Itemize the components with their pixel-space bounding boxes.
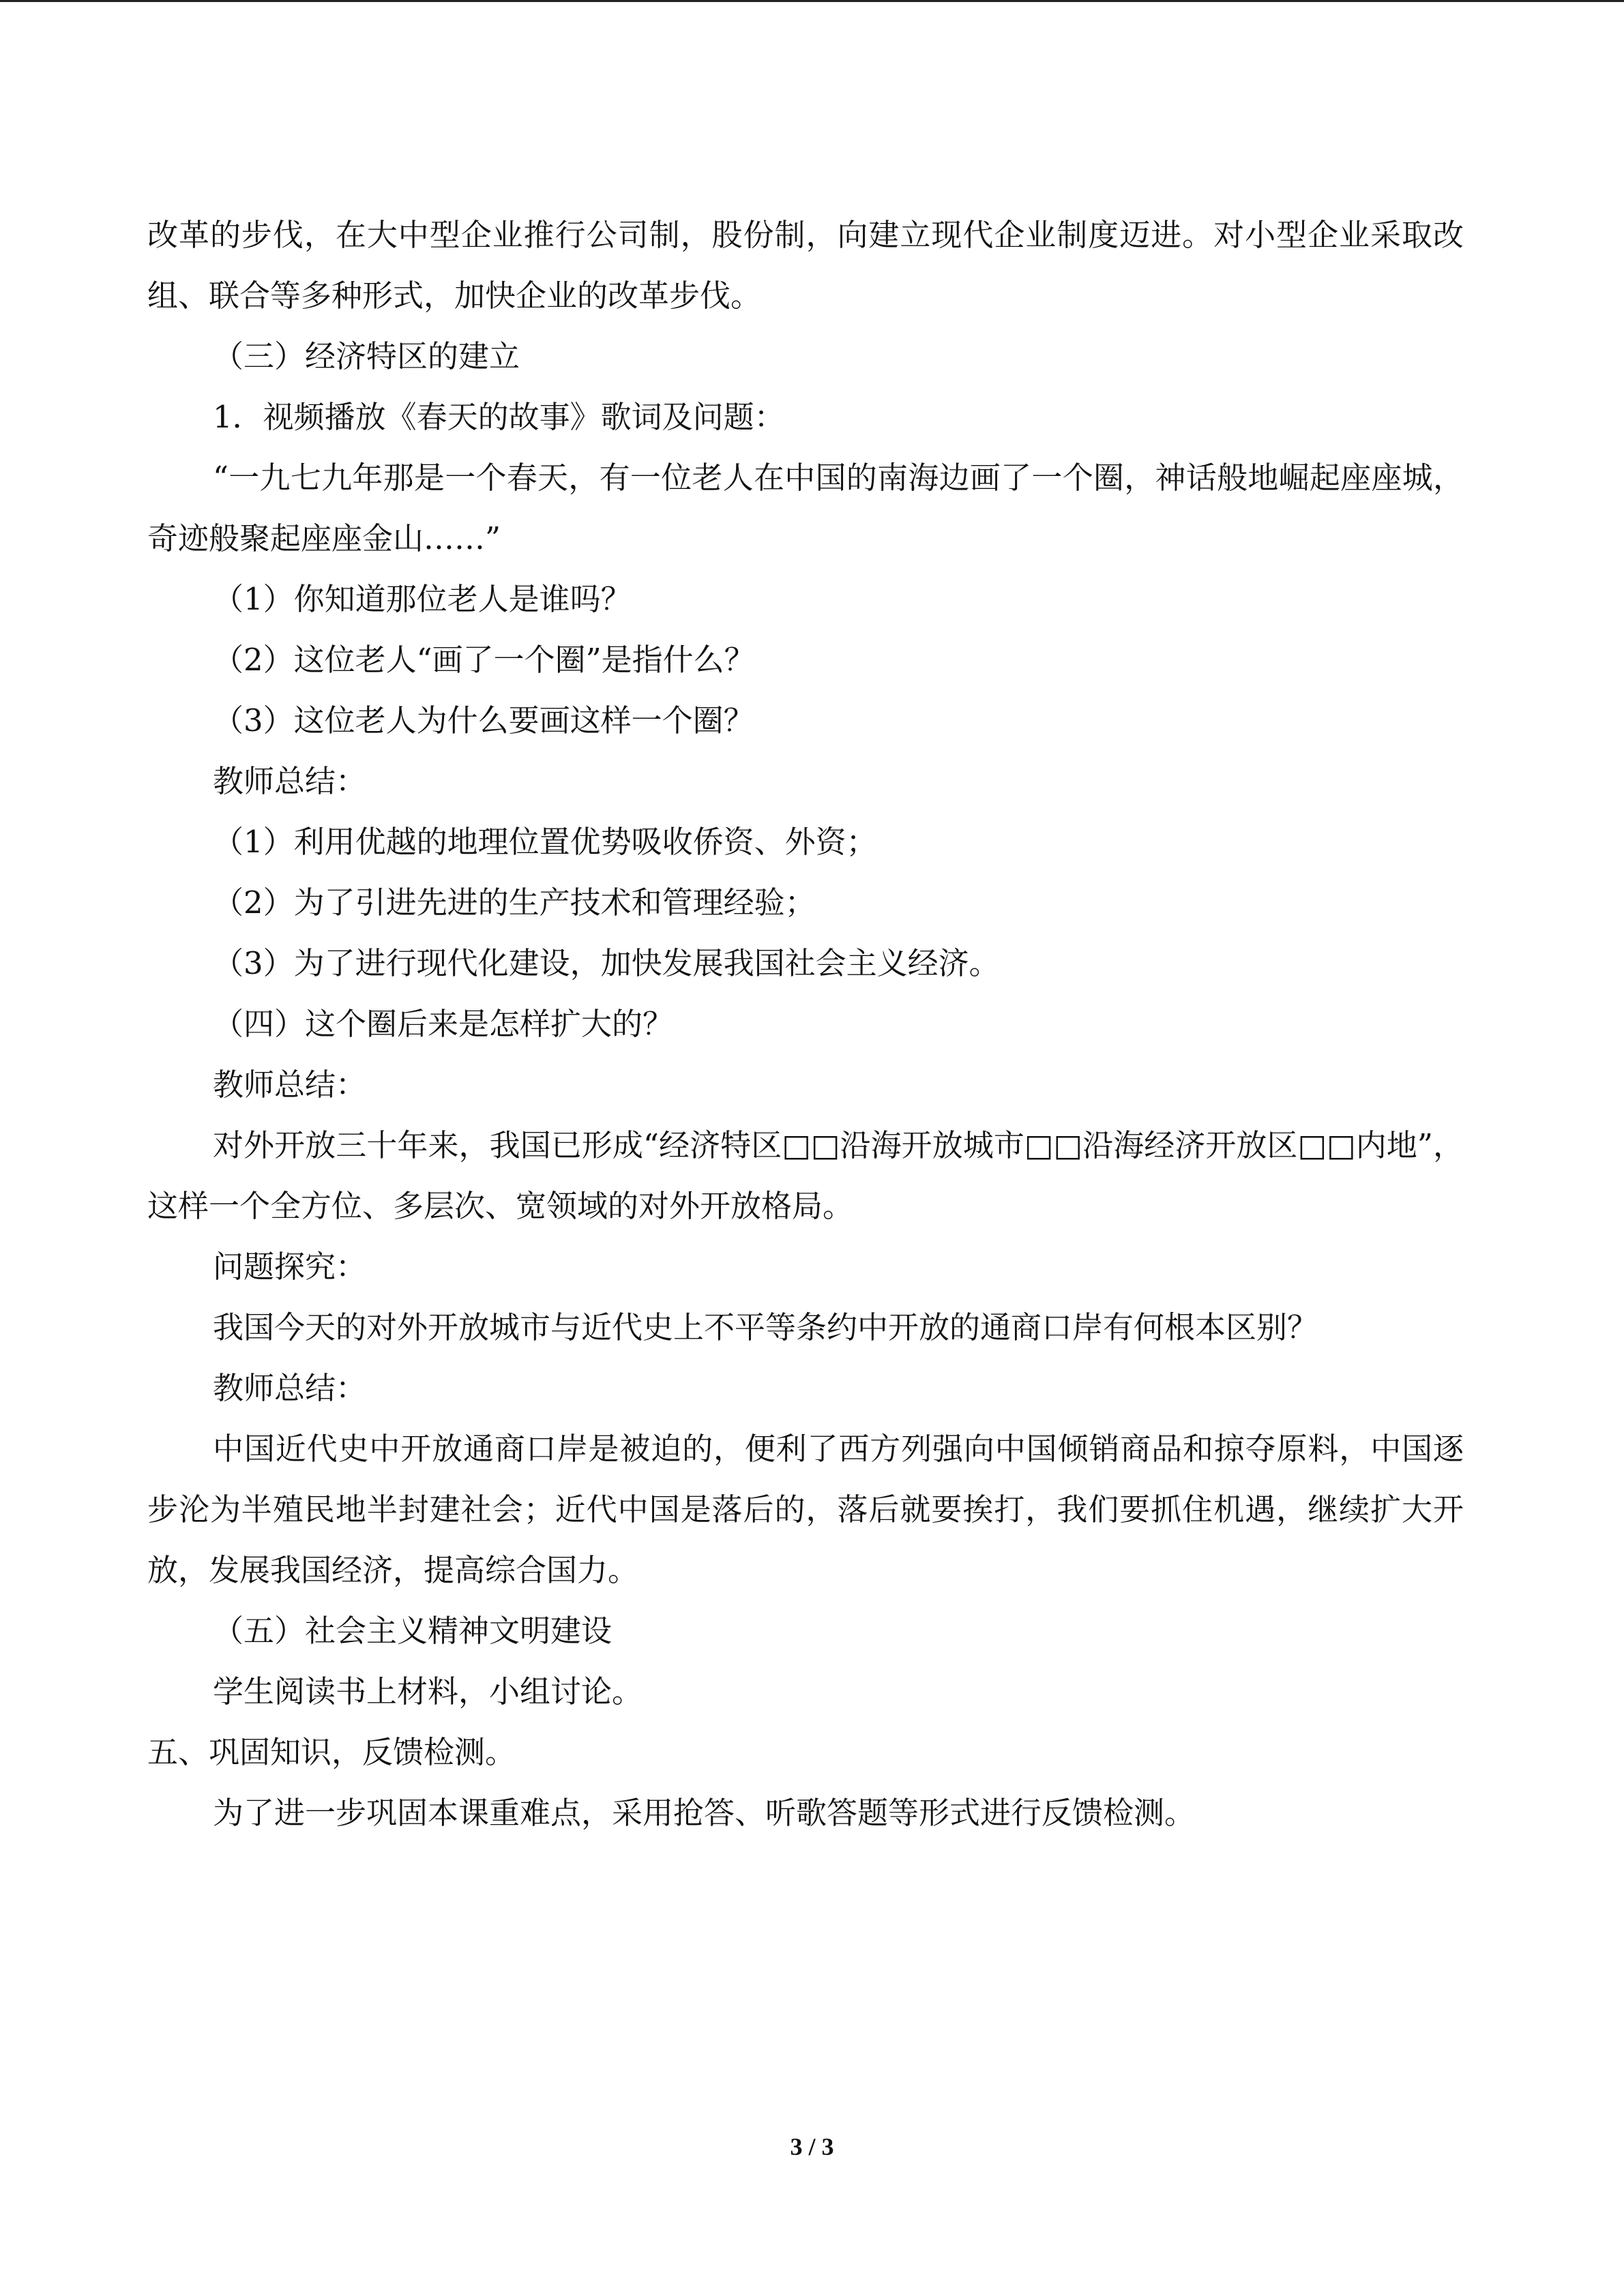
- inquiry-label: 问题探究：: [213, 1249, 367, 1285]
- document-body: [147, 205, 1464, 1843]
- question-item: （3）这位老人为什么要画这样一个圈？: [213, 702, 754, 739]
- paragraph: 中国近代史中开放通商口岸是被迫的，便利了西方列强向中国倾销商品和掠夺原料，中国逐步沦为半殖民地半封建社会；近代中国是落后的，落后就要挨打，我们要抓住机遇，继续扩大开放，发展我国经济，提高综合国力。: [147, 1431, 1464, 1588]
- question-item: （2）这位老人“画了一个圈”是指什么？: [213, 642, 755, 678]
- summary-item: （2）为了引进先进的生产技术和管理经验；: [213, 884, 816, 921]
- paragraph: 对外开放三十年来，我国已形成“经济特区□□沿海开放城市□□沿海经济开放区□□内地”，这样一个全方位、多层次、宽领域的对外开放格局。: [147, 1127, 1464, 1224]
- section-heading-special-zones: （三）经济特区的建立: [213, 338, 520, 374]
- paragraph: 改革的步伐，在大中型企业推行公司制，股份制，向建立现代企业制度迈进。对小型企业采取改组、联合等多种形式，加快企业的改革步伐。: [147, 217, 1464, 314]
- question-item: （1）你知道那位老人是谁吗？: [213, 581, 632, 617]
- teacher-summary-label: 教师总结：: [213, 1370, 367, 1406]
- paragraph: 为了进一步巩固本课重难点，采用抢答、听歌答题等形式进行反馈检测。: [213, 1795, 1196, 1831]
- page-number: 3 / 3: [790, 2133, 834, 2160]
- section-heading-spiritual-civilization: （五）社会主义精神文明建设: [213, 1613, 612, 1649]
- section-heading-consolidation: 五、巩固知识，反馈检测。: [147, 1734, 516, 1770]
- teacher-summary-label: 教师总结：: [213, 1067, 367, 1103]
- summary-item: （3）为了进行现代化建设，加快发展我国社会主义经济。: [213, 945, 1000, 981]
- summary-item: （1）利用优越的地理位置优势吸收侨资、外资；: [213, 824, 877, 860]
- paragraph: 学生阅读书上材料，小组讨论。: [213, 1673, 643, 1710]
- song-lyrics-quote: “一九七九年那是一个春天，有一位老人在中国的南海边画了一个圈，神话般地崛起座座城，奇迹般聚起座座金山……”: [147, 460, 1464, 556]
- inquiry-question: 我国今天的对外开放城市与近代史上不平等条约中开放的通商口岸有何根本区别？: [213, 1309, 1318, 1345]
- teacher-summary-label: 教师总结：: [213, 763, 367, 799]
- top-border-rule: [0, 0, 1624, 2]
- section-heading-expansion: （四）这个圈后来是怎样扩大的？: [213, 1006, 674, 1042]
- paragraph: 1．视频播放《春天的故事》歌词及问题：: [213, 399, 785, 435]
